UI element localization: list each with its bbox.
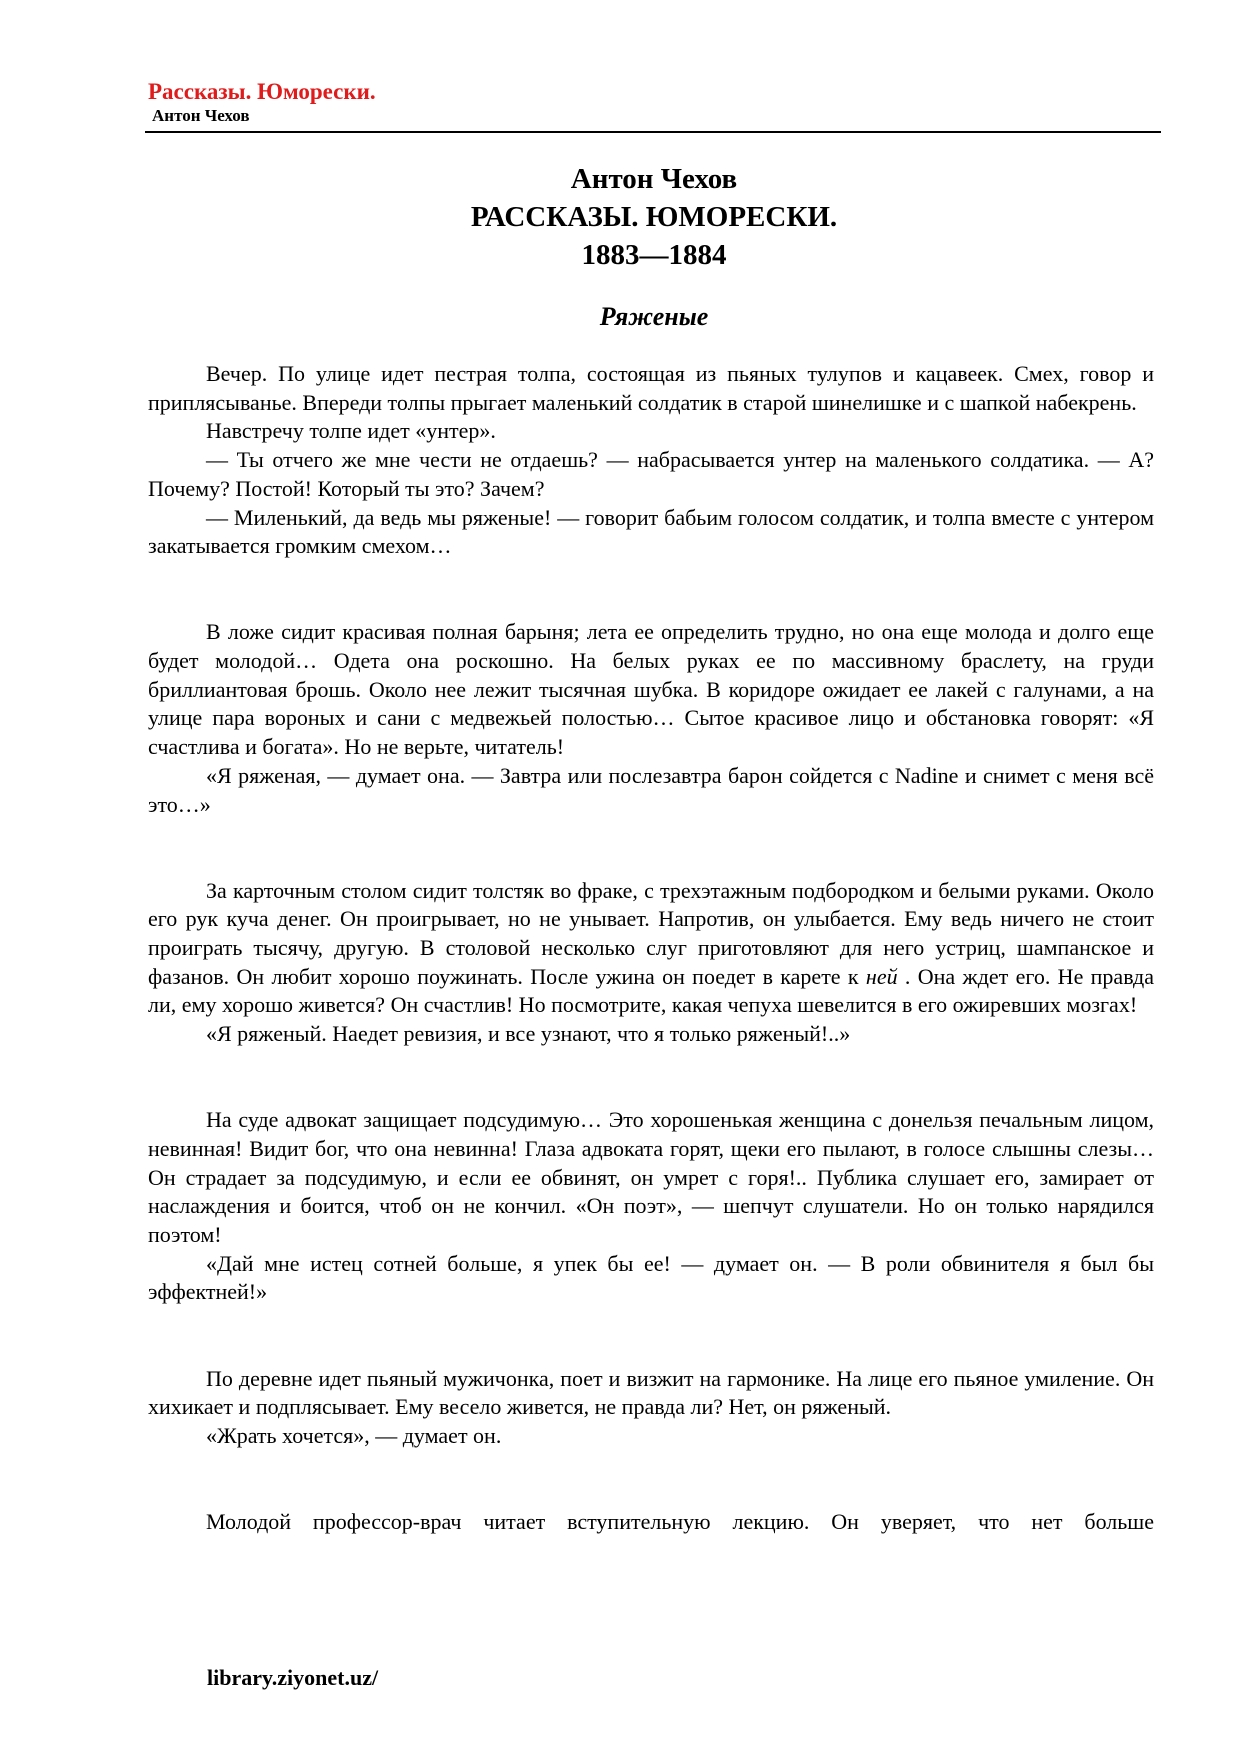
paragraph-text: . Она ждет его. Не правда ли, ему хорошо живется? Он счастлив! Но посмотрите, какая чепуха шевелится в его ожиревших мозгах!: [148, 963, 1154, 1018]
section-gap: [148, 819, 1154, 876]
section-gap: [148, 1451, 1154, 1508]
header-author: Антон Чехов: [152, 106, 250, 125]
paragraph: По деревне идет пьяный мужичонка, поет и визжит на гармонике. На лице его пьяное умиление. Он хихикает и подплясывает. Ему весело живется, не правда ли? Нет, он ряженый.: [148, 1365, 1154, 1420]
title-block: [148, 160, 1160, 274]
paragraph: «Дай мне истец сотней больше, я упек бы ее! — думает он. — В роли обвинителя я был бы эффектней!»: [148, 1250, 1154, 1305]
story-title: Ряженые: [599, 302, 709, 331]
paragraph: Навстречу толпе идет «унтер».: [206, 418, 496, 444]
section-gap: [148, 561, 1154, 618]
paragraph: «Я ряженая, — думает она. — Завтра или послезавтра барон сойдется с Nadine и снимет с меня всё это…»: [148, 762, 1154, 817]
header-rule: [145, 131, 1161, 133]
book-title: Рассказы. Юморески.: [148, 79, 376, 104]
running-header: [148, 78, 1160, 126]
paragraph: [148, 877, 1154, 1021]
title-author: Антон Чехов: [570, 163, 738, 195]
paragraph: Вечер. По улице идет пестрая толпа, состоящая из пьяных тулупов и кацавеек. Смех, говор и приплясыванье. Впереди толпы прыгает маленький солдатик в старой шинелишке и с шапкой набекрень.: [148, 361, 1154, 415]
paragraph: — Миленький, да ведь мы ряженые! — говорит бабьим голосом солдатик, и толпа вместе с унтером закатывается громким смехом…: [148, 504, 1154, 559]
paragraph: «Я ряженый. Наедет ревизия, и все узнают, что я только ряженый!..»: [206, 1021, 851, 1047]
title-years: 1883—1884: [581, 239, 727, 271]
footer-link[interactable]: library.ziyonet.uz/: [207, 1665, 379, 1690]
section-gap: [148, 1307, 1154, 1364]
emphasis-text: ней: [865, 963, 898, 989]
section-gap: [148, 1049, 1154, 1106]
paragraph: В ложе сидит красивая полная барыня; лета ее определить трудно, но она еще молода и долго еще будет молодой… Одета она роскошно. На белых руках ее по массивному браслету, на груди бриллиантовая брошь. Около нее лежит тысячная шубка. В коридоре ожидает ее лакей с галунами, а на улице пара вороных и сани с медвежьей полостью… Сытое красивое лицо и обстановка говорят: «Я счастлива и богата». Но не верьте, читатель!: [148, 619, 1154, 760]
paragraph: — Ты отчего же мне чести не отдаешь? — набрасывается унтер на маленького солдатика. — А? Почему? Постой! Который ты это? Зачем?: [148, 447, 1154, 501]
paragraph: Молодой профессор-врач читает вступительную лекцию. Он уверяет, что нет больше: [206, 1509, 1154, 1535]
paragraph: «Жрать хочется», — думает он.: [206, 1422, 502, 1448]
title-collection: РАССКАЗЫ. ЮМОРЕСКИ.: [470, 201, 838, 233]
paragraph: На суде адвокат защищает подсудимую… Это хорошенькая женщина с донельзя печальным лицом, невинная! Видит бог, что она невинна! Глаза адвоката горят, щеки его пылают, в голосе слышны слезы… Он страдает за подсудимую, и если ее обвинят, он умрет с горя!.. Публика слушает его, замирает от наслаждения и боится, чтоб он не кончил. «Он поэт», — шепчут слушатели. Но он только нарядился поэтом!: [148, 1107, 1154, 1248]
paragraph-text: За карточным столом сидит толстяк во фраке, с трехэтажным подбородком и белыми руками. Около его рук куча денег. Он проигрывает, но не унывает. Напротив, он улыбается. Ему ведь ничего не стоит проиграть тысячу, другую. В столовой несколько слуг приготовляют для него устриц, шампанское и фазанов. Он любит хорошо поужинать. После ужина он поедет в карете к: [148, 877, 1154, 989]
story-body: [148, 360, 1154, 1537]
